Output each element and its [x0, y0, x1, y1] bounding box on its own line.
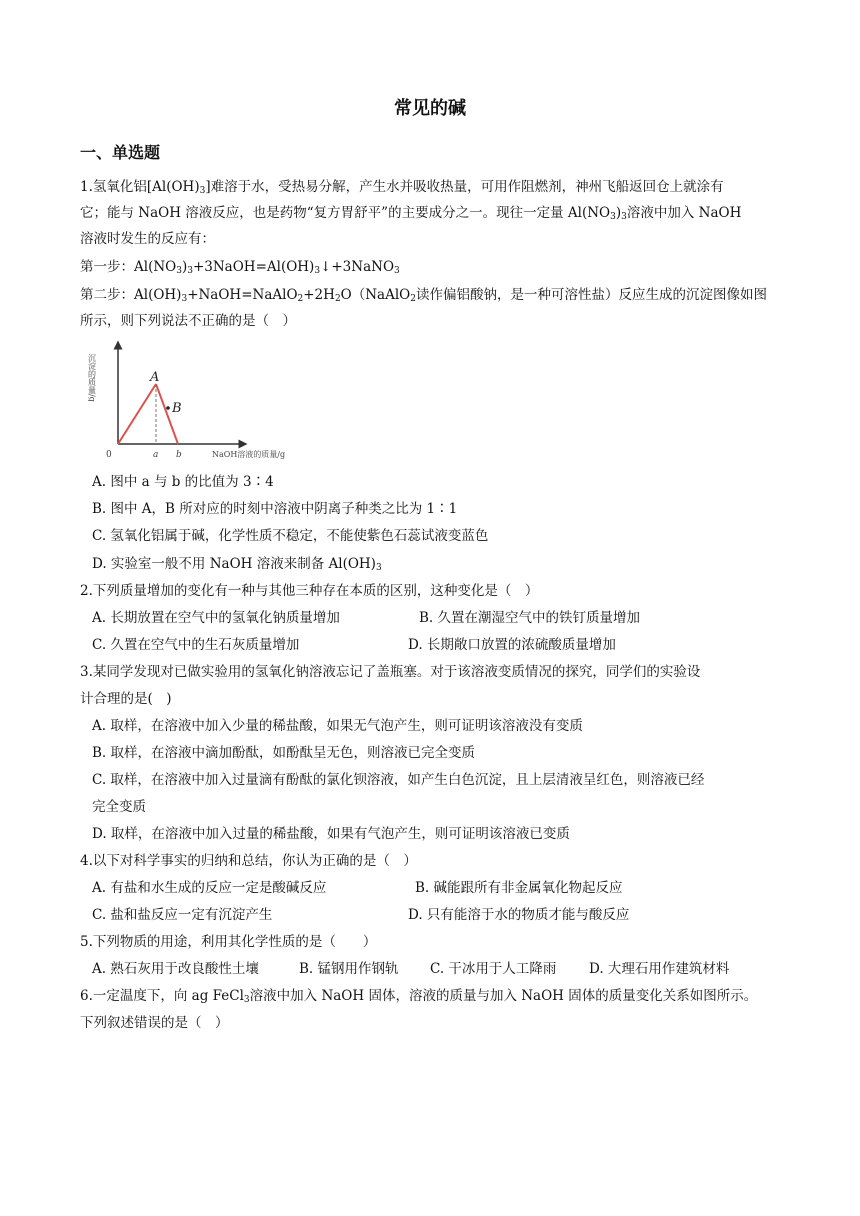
series-line-rise — [118, 384, 156, 444]
q1-option-c: C. 氢氧化铝属于碱，化学性质不稳定，不能使紫色石蕊试液变蓝色 — [92, 528, 489, 544]
q1-line-3: 溶液时发生的反应有： — [80, 231, 215, 247]
point-a-label: A — [150, 370, 160, 385]
y-axis-label: 沉淀的质量/g — [88, 354, 97, 402]
x-tick-a: a — [153, 450, 159, 460]
x-axis-label: NaOH溶液的质量/g — [212, 450, 286, 459]
point-b-marker — [166, 406, 170, 410]
page-title: 常见的碱 — [394, 98, 466, 119]
origin-label: 0 — [106, 450, 112, 460]
section-heading: 一、单选题 — [80, 143, 161, 162]
q4-option-c: C. 盐和盐反应一定有沉淀产生 — [92, 907, 273, 923]
q5-option-d: D. 大理石用作建筑材料 — [589, 961, 730, 977]
q6-line-1: 6.一定温度下，向 ag FeCl$_3$溶液中加入 NaOH 固体，溶液的质量与加入 NaOH 固体的质量变化关系如图所示。 — [80, 988, 758, 1005]
q1-step-2: 第二步：$Al(OH)_3+NaOH=NaAlO_2+2H_2O(NaAlO_2$读作偏铝酸钠，是一种可溶性盐）反应生成的沉淀图像如图 — [80, 287, 767, 304]
q5-stem: 5.下列物质的用途，利用其化学性质的是（ ） — [80, 934, 377, 950]
q4-option-b: B. 碱能跟所有非金属氧化物起反应 — [415, 880, 623, 896]
q1-line-2: 它；能与 NaOH 溶液反应，也是药物“复方胃舒平”的主要成分之一。现往一定量 $Al(NO_3)_3$溶液中加入 NaOH — [80, 205, 742, 222]
x-tick-b: b — [176, 450, 182, 460]
q1-option-d: D. 实验室一般不用 NaOH 溶液来制备 $Al(OH)_3$ — [92, 556, 382, 573]
q3-stem-2: 计合理的是( ) — [80, 691, 172, 707]
q2-option-b: B. 久置在潮湿空气中的铁钉质量增加 — [419, 610, 641, 626]
q5-option-b: B. 锰钢用作钢轨 — [299, 961, 399, 977]
q6-line-2: 下列叙述错误的是（ ） — [80, 1015, 229, 1031]
q3-option-c-line-1: C. 取样，在溶液中加入过量滴有酚酞的氯化钡溶液，如产生白色沉淀，且上层清液呈红色，则溶液已经 — [92, 772, 705, 788]
q3-option-a: A. 取样，在溶液中加入少量的稀盐酸，如果无气泡产生，则可证明该溶液没有变质 — [92, 718, 583, 734]
q1-option-a: A. 图中 a 与 b 的比值为 3∶4 — [92, 474, 274, 490]
q1-line-6: 所示，则下列说法不正确的是（ ） — [80, 313, 296, 329]
q2-stem: 2.下列质量增加的变化有一种与其他三种存在本质的区别，这种变化是（ ） — [80, 583, 539, 599]
q3-option-b: B. 取样，在溶液中滴加酚酞，如酚酞呈无色，则溶液已完全变质 — [92, 745, 476, 761]
q4-stem: 4.以下对科学事实的归纳和总结，你认为正确的是（ ） — [80, 853, 417, 869]
q3-option-c-line-2: 完全变质 — [92, 799, 146, 815]
point-b-label: B — [172, 401, 182, 416]
q3-stem-1: 3.某同学发现对已做实验用的氢氧化钠溶液忘记了盖瓶塞。对于该溶液变质情况的探究，同学们的实验设 — [80, 664, 701, 680]
q1-option-b: B. 图中 A，B 所对应的时刻中溶液中阴离子种类之比为 1∶1 — [92, 501, 458, 517]
q1-step-1: 第一步：$Al(NO_3)_3+3NaOH=Al(OH)_3↓+3NaNO_3$ — [80, 259, 400, 276]
q2-option-d: D. 长期敞口放置的浓硫酸质量增加 — [408, 637, 616, 653]
precipitate-chart — [88, 340, 328, 464]
q3-option-d: D. 取样，在溶液中加入过量的稀盐酸，如果有气泡产生，则可证明该溶液已变质 — [92, 826, 570, 842]
q4-option-a: A. 有盐和水生成的反应一定是酸碱反应 — [92, 880, 327, 896]
q5-option-c: C. 干冰用于人工降雨 — [430, 961, 557, 977]
q1-line-1: 1.氢氧化铝$[Al(OH)_3]$难溶于水，受热易分解，产生水并吸收热量，可用作阻燃剂，神州飞船返回仓上就涂有 — [80, 179, 724, 196]
q5-option-a: A. 熟石灰用于改良酸性土壤 — [92, 961, 259, 977]
q4-option-d: D. 只有能溶于水的物质才能与酸反应 — [408, 907, 630, 923]
q2-option-c: C. 久置在空气中的生石灰质量增加 — [92, 637, 300, 653]
q2-option-a: A. 长期放置在空气中的氢氧化钠质量增加 — [92, 610, 340, 626]
